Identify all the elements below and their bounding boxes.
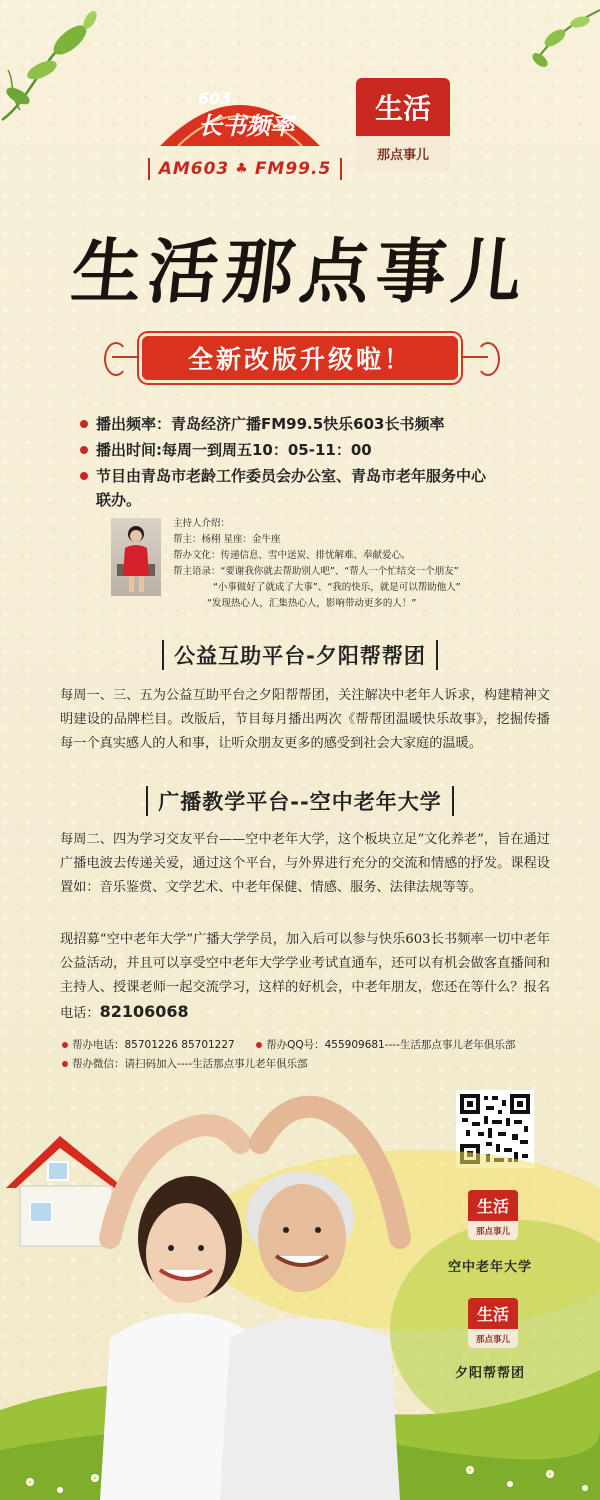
contact-line bbox=[62, 1037, 515, 1053]
section-header bbox=[0, 786, 600, 816]
ribbon-curl-right bbox=[476, 342, 500, 376]
section-title: 公益互助平台-夕阳帮帮团 bbox=[174, 644, 426, 668]
contact-line bbox=[62, 1056, 308, 1072]
bullet-dot-icon bbox=[256, 1042, 262, 1048]
fm-label: FM99.5 bbox=[254, 159, 332, 179]
host-heading: 主持人介绍： bbox=[173, 518, 231, 529]
host-line: “小事做好了就成了大事”、“我的快乐，就是可以帮助他人” bbox=[213, 582, 461, 593]
university-logo: 生活 那点事儿 bbox=[468, 1190, 518, 1240]
recruit-paragraph bbox=[60, 928, 550, 1026]
am-label: AM603 bbox=[158, 159, 230, 179]
helper-group-logo: 生活 那点事儿 bbox=[468, 1298, 518, 1348]
elderly-couple-photo bbox=[70, 1088, 440, 1500]
badge-top-text: 生活 bbox=[374, 92, 431, 125]
vine-right-decoration bbox=[500, 0, 600, 80]
station-fan-logo bbox=[150, 72, 330, 152]
badge-bottom-text: 那点事儿 bbox=[356, 136, 450, 170]
fan-name: 长书频率 bbox=[198, 111, 294, 140]
section-title: 广播教学平台--空中老年大学 bbox=[158, 790, 442, 814]
bullet-dot-icon bbox=[62, 1061, 68, 1067]
bullet-dot-icon bbox=[80, 472, 88, 480]
helper-group-caption: 夕阳帮帮团 bbox=[455, 1366, 526, 1381]
university-caption: 空中老年大学 bbox=[448, 1260, 533, 1275]
main-headline: 生活那点事儿 bbox=[67, 230, 533, 313]
vine-left-decoration bbox=[0, 0, 120, 140]
ribbon-curl-left bbox=[104, 342, 128, 376]
frequency-strip bbox=[148, 158, 342, 180]
host-intro bbox=[173, 516, 533, 612]
host-line: 帮办文化：传递信息、雪中送炭、排忧解难、奉献爱心。 bbox=[173, 550, 411, 561]
bullet-dot-icon bbox=[80, 420, 88, 428]
upgrade-ribbon: 全新改版升级啦！ bbox=[142, 336, 458, 380]
host-photo bbox=[111, 518, 161, 596]
info-item: 节目由青岛市老龄工作委员会办公室、青岛市老年服务中心联办。 bbox=[96, 464, 496, 512]
signup-phone: 82106068 bbox=[99, 1002, 189, 1021]
host-line: 帮主：杨栩 星座：金牛座 bbox=[173, 534, 281, 545]
section-body: 每周一、三、五为公益互助平台之夕阳帮帮团，关注解决中老年人诉求，构建精神文明建设的品牌栏目。改版后，节目每月播出两次《帮帮团温暖快乐故事》，挖掘传播每一个真实感人的人和事，让听众朋友更多的感受到社会大家庭的温暖。 bbox=[60, 688, 550, 751]
info-item: 播出时间:每周一到周五10：05-11：00 bbox=[96, 438, 516, 462]
contact-wechat: 帮办微信：请扫码加入----生活那点事儿老年俱乐部 bbox=[72, 1058, 308, 1070]
maple-leaf-icon: ♣ bbox=[235, 161, 249, 177]
host-line: “发现热心人，汇集热心人，影响带动更多的人！” bbox=[207, 598, 417, 609]
program-badge-logo bbox=[356, 78, 450, 170]
section-header bbox=[0, 640, 600, 670]
recruit-text: 现招募“空中老年大学”广播大学学员，加入后可以参与快乐603长书频率一切中老年公益活动，并且可以享受空中老年大学学业考试直通车，还可以有机会做客直播间和主持人、授课老师一起交流学习，这样的好机会，中老年朋友，您还在等什么？报名电话： bbox=[60, 932, 550, 1021]
section-body: 每周二、四为学习交友平台——空中老年大学，这个板块立足“文化养老”，旨在通过广播电波去传递关爱，通过这个平台，与外界进行充分的交流和情感的抒发。课程设置如：音乐鉴赏、文学艺术、中老年保健、情感、服务、法律法规等等。 bbox=[60, 832, 550, 895]
host-line: 帮主语录：“要谢我你就去帮助别人吧”、“帮人一个忙结交一个朋友” bbox=[173, 566, 459, 577]
bullet-dot-icon bbox=[80, 446, 88, 454]
contact-qq: 帮办QQ号：455909681----生活那点事儿老年俱乐部 bbox=[266, 1039, 516, 1051]
fan-number: 603 bbox=[198, 89, 232, 108]
bullet-dot-icon bbox=[62, 1042, 68, 1048]
contact-tel: 帮办电话：85701226 85701227 bbox=[72, 1039, 235, 1051]
info-item: 播出频率：青岛经济广播FM99.5快乐603长书频率 bbox=[96, 412, 516, 436]
